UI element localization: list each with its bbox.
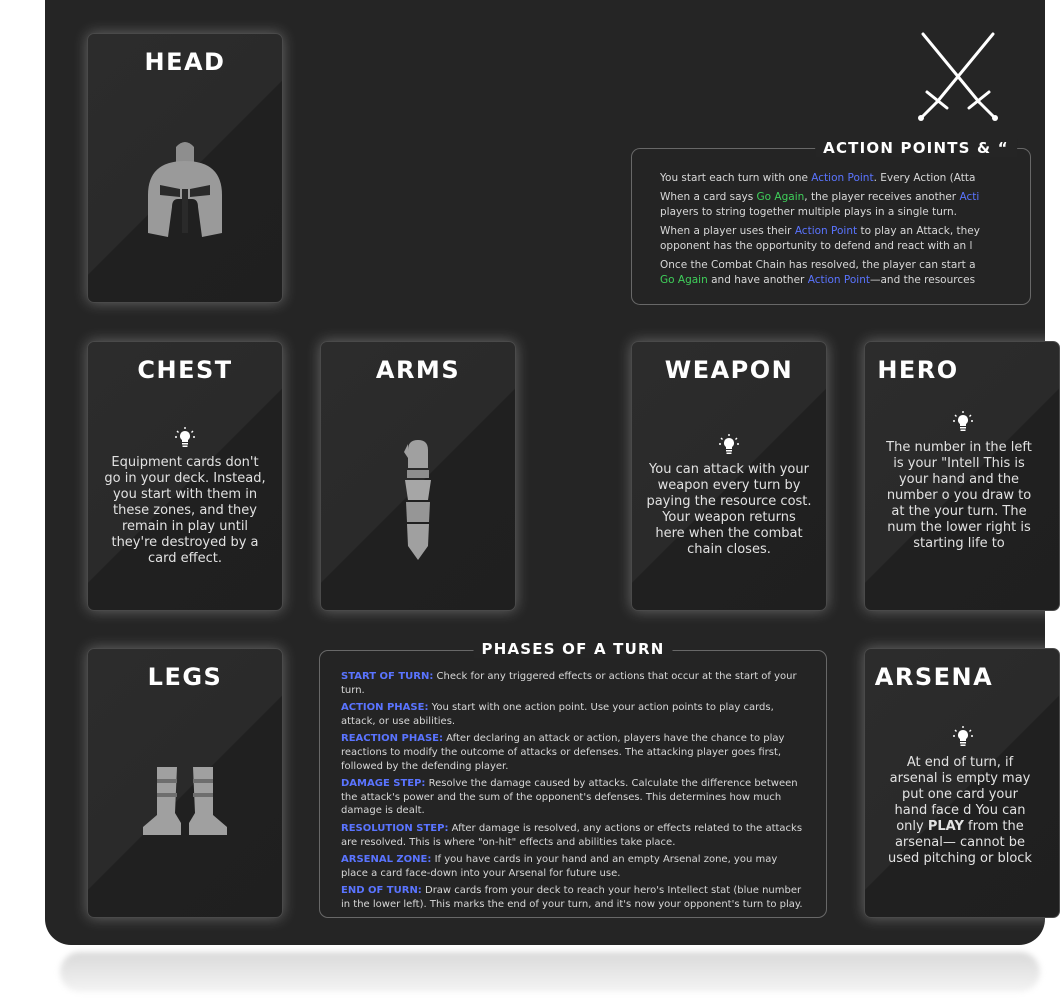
weapon-zone-title: WEAPON xyxy=(664,356,794,384)
phase-text: You start with one action point. Use your action points to play cards, attack, or use abilities. xyxy=(341,702,774,727)
head-zone[interactable] xyxy=(87,33,283,303)
phase-label: START OF TURN: xyxy=(341,671,434,682)
table-reflection xyxy=(60,952,1040,992)
weapon-zone-text: You can attack with your weapon every turn by paying the resource cost. Your weapon returns here when the combat chain closes. xyxy=(646,462,812,557)
phase-list xyxy=(341,670,806,912)
legs-zone-title: LEGS xyxy=(147,663,223,691)
chest-zone-title: CHEST xyxy=(137,356,233,384)
arsenal-zone[interactable] xyxy=(864,648,1060,918)
lightbulb-icon xyxy=(952,725,974,747)
phase-label: ACTION PHASE: xyxy=(341,702,429,714)
hero-zone[interactable] xyxy=(864,341,1060,611)
arsenal-text-part: from the arsenal— cannot be used pitching or block xyxy=(888,819,1032,866)
phase-text: Resolve the damage caused by attacks. Calculate the difference between the attack's power and the sum of the opponent's defenses. This determines how much damage is dealt. xyxy=(341,778,798,817)
action-points-paragraph: You start each turn with one Action Point. Every Action (Atta xyxy=(660,172,976,184)
hero-zone-title: HERO xyxy=(877,356,959,384)
gauntlet-icon xyxy=(398,438,438,562)
phase-label: END OF TURN: xyxy=(341,885,422,897)
phase-item xyxy=(341,732,806,773)
action-points-title: ACTION POINTS & “ xyxy=(815,139,1017,157)
phase-item xyxy=(341,701,806,728)
phase-item xyxy=(341,853,806,880)
phase-label: REACTION PHASE: xyxy=(341,733,443,745)
legs-zone[interactable] xyxy=(87,648,283,918)
chest-zone[interactable] xyxy=(87,341,283,611)
hero-zone-text: The number in the left is your "Intell This is your hand and the number o you draw to at the your turn. The num the lower right is starting life to xyxy=(886,440,1032,551)
phase-item xyxy=(341,822,806,849)
chest-zone-text: Equipment cards don't go in your deck. Instead, you start with them in these zones, and they remain in play until they're destroyed by a card effect. xyxy=(104,455,266,566)
phase-text: After declaring an attack or action, players have the chance to play reactions to modify the outcome of attacks or defenses. The attacking player goes first, followed by the defending player. xyxy=(341,733,785,772)
greaves-icon xyxy=(139,765,231,841)
phase-text: Draw cards from your deck to reach your hero's Intellect stat (blue number in the lower left). This marks the end of your turn, and it's now your opponent's turn to play. xyxy=(341,885,803,910)
phase-item xyxy=(341,884,806,911)
arsenal-zone-title: ARSENA xyxy=(874,663,994,691)
phase-item xyxy=(341,670,806,697)
head-zone-title: HEAD xyxy=(144,48,226,76)
action-points-paragraph: When a card says Go Again, the player receives another Acti players to string together multiple plays in a single turn. xyxy=(660,191,980,218)
arsenal-text-part: At end of turn, if arsenal is empty may put one card your hand face d You can only xyxy=(889,755,1031,834)
arms-zone-title: ARMS xyxy=(375,356,461,384)
arsenal-zone-text xyxy=(885,755,1035,867)
phase-item xyxy=(341,777,806,818)
phases-title: PHASES OF A TURN xyxy=(474,640,673,658)
arms-zone[interactable] xyxy=(320,341,516,611)
lightbulb-icon xyxy=(952,410,974,432)
phase-text: Check for any triggered effects or actions that occur at the start of your turn. xyxy=(341,671,797,696)
lightbulb-icon xyxy=(174,426,196,448)
phase-label: RESOLUTION STEP: xyxy=(341,822,449,834)
spartan-helmet-icon xyxy=(140,137,230,241)
arsenal-text-bold: PLAY xyxy=(927,819,964,834)
action-points-paragraph: Once the Combat Chain has resolved, the player can start a Go Again and have another Action Point—and the resources xyxy=(660,259,976,286)
phase-label: DAMAGE STEP: xyxy=(341,778,426,790)
phase-label: ARSENAL ZONE: xyxy=(341,854,432,866)
phases-panel xyxy=(319,650,827,918)
crossed-swords-icon xyxy=(913,30,1003,122)
phase-text: After damage is resolved, any actions or effects related to the attacks are resolved. This is where "on-hit" effects and abilities take place. xyxy=(341,822,803,848)
lightbulb-icon xyxy=(718,433,740,455)
phase-text: If you have cards in your hand and an empty Arsenal zone, you may place a card face-down into your Arsenal for future use. xyxy=(341,854,778,879)
action-points-paragraph: When a player uses their Action Point to play an Attack, they opponent has the opportunity to defend and react with an l xyxy=(660,225,980,252)
action-points-panel xyxy=(631,148,1031,305)
